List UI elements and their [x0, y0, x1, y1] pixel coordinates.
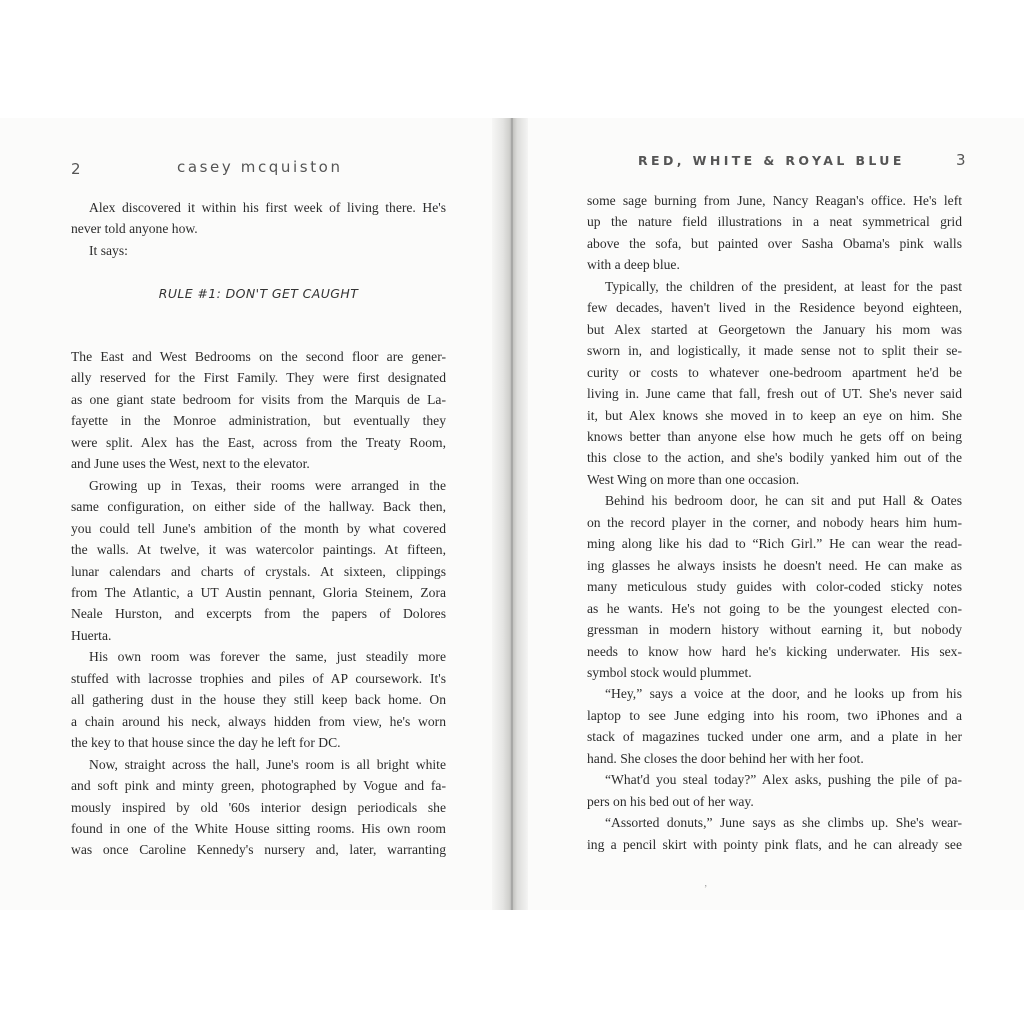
text-line: the key to that house since the day he left for DC. — [71, 735, 341, 751]
text-line: above the sofa, but painted over Sasha Obama's pink walls — [587, 235, 962, 251]
text-line: a chain around his neck, always hidden from view, he's worn — [71, 713, 446, 729]
text-line: it, but Alex knows she moved in to keep an eye on him. She — [587, 407, 962, 423]
text-line: from The Atlantic, a UT Austin pennant, Gloria Steinem, Zora — [71, 584, 446, 600]
text-line: mously inspired by old '60s interior design periodicals she — [71, 799, 446, 815]
text-line: ming along like his dad to “Rich Girl.” He can wear the read- — [587, 536, 962, 552]
left-body-text — [71, 346, 446, 861]
text-line: Huerta. — [71, 627, 112, 643]
text-line: stuffed with lacrosse trophies and piles of AP coursework. It's — [71, 670, 446, 686]
text-line: and soft pink and minty green, photographed by Vogue and fa- — [71, 778, 446, 794]
text-line: curity or costs to whatever one-bedroom apartment he'd be — [587, 364, 962, 380]
text-line: pers on his bed out of her way. — [587, 793, 754, 809]
text-line: up the nature field illustrations in a neat symmetrical grid — [587, 214, 962, 230]
author-running-head: casey mcquiston — [177, 158, 343, 176]
text-line: and June uses the West, next to the elevator. — [71, 456, 310, 472]
text-line: Now, straight across the hall, June's room is all bright white — [89, 756, 446, 772]
text-line: knows better than anyone else how much he gets off on being — [587, 428, 962, 444]
text-line: Growing up in Texas, their rooms were arranged in the — [89, 477, 446, 493]
text-line: but Alex started at Georgetown the January his mom was — [587, 321, 962, 337]
text-line: all gathering dust in the house they still keep back home. On — [71, 692, 446, 708]
right-page-number: 3 — [956, 151, 966, 169]
text-line: Typically, the children of the president, at least for the past — [605, 278, 962, 294]
text-line: hand. She closes the door behind her with her foot. — [587, 750, 864, 766]
text-line: symbol stock would plummet. — [587, 664, 752, 680]
text-line: The East and West Bedrooms on the second floor are gener- — [71, 349, 446, 364]
text-line: you could tell June's ambition of the month by what covered — [71, 520, 446, 536]
text-line: few decades, haven't lived in the Residence beyond eighteen, — [587, 300, 962, 316]
text-line: same configuration, on either side of the hallway. Back then, — [71, 499, 446, 515]
text-line: “What'd you steal today?” Alex asks, pushing the pile of pa- — [605, 772, 962, 788]
book-running-title: RED, WHITE & ROYAL BLUE — [638, 153, 905, 168]
text-line: It says: — [89, 242, 128, 258]
text-line: as one giant state bedroom for visits from the Marquis de La- — [71, 391, 446, 407]
text-line: His own room was forever the same, just steadily more — [89, 649, 446, 665]
right-body-text — [587, 190, 962, 855]
text-line: needs to know how hard he's kicking underwater. His sex- — [587, 643, 962, 659]
text-line: were split. Alex has the East, across from the Treaty Room, — [71, 434, 446, 450]
text-line: Alex discovered it within his first week of living there. He's — [89, 200, 446, 215]
text-line: lunar calendars and charts of crystals. At sixteen, clippings — [71, 563, 446, 579]
text-line: stack of magazines tucked under one arm, and a plate in her — [587, 729, 962, 745]
page-speck: ’ — [704, 884, 708, 895]
text-line: West Wing on more than one occasion. — [587, 471, 800, 487]
text-line: laptop to see June edging into his room, two iPhones and a — [587, 707, 962, 723]
text-line: ing glasses he always insists he doesn't need. He can make as — [587, 557, 962, 573]
text-line: Behind his bedroom door, he can sit and put Hall & Oates — [605, 493, 962, 509]
text-line: living in. June came that fall, fresh out of UT. She's never said — [587, 386, 962, 402]
left-intro-text — [71, 197, 446, 261]
text-line: found in one of the White House sitting rooms. His own room — [71, 820, 446, 836]
text-line: ing a pencil skirt with pointy pink flats, and he can already see — [587, 836, 962, 852]
text-line: fayette in the Monroe administration, but eventually they — [71, 413, 446, 429]
text-line: the walls. At twelve, it was watercolor paintings. At fifteen, — [71, 542, 446, 558]
text-line: gressman in modern history without earning it, but nobody — [587, 622, 962, 638]
text-line: ally reserved for the First Family. They were first designated — [71, 370, 446, 386]
text-line: was once Caroline Kennedy's nursery and, later, warranting — [71, 842, 446, 858]
text-line: sworn in, and logistically, it made sense not to split their se- — [587, 343, 962, 359]
text-line: with a deep blue. — [587, 257, 680, 273]
rule-heading: RULE #1: DON'T GET CAUGHT — [158, 286, 359, 301]
text-line: on the record player in the corner, and nobody hears him hum- — [587, 514, 962, 530]
book-gutter — [492, 118, 528, 910]
gutter-crease — [511, 118, 513, 910]
text-line: “Assorted donuts,” June says as she climbs up. She's wear- — [605, 815, 962, 831]
text-line: this close to the action, and she's bodily yanked him out of the — [587, 450, 962, 466]
text-line: never told anyone how. — [71, 221, 198, 237]
text-line: Neale Hurston, and excerpts from the papers of Dolores — [71, 606, 446, 622]
text-line: “Hey,” says a voice at the door, and he looks up from his — [605, 686, 962, 702]
text-line: many meticulous study guides with color-coded sticky notes — [587, 579, 962, 595]
text-line: some sage burning from June, Nancy Reagan's office. He's left — [587, 193, 962, 208]
text-line: as he wants. He's not going to be the youngest elected con- — [587, 600, 962, 616]
left-page-number: 2 — [71, 160, 81, 178]
